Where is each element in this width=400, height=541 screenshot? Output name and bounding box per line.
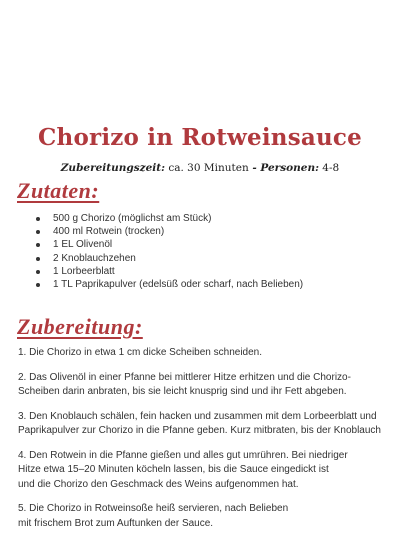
list-item (36, 252, 303, 265)
bullet-icon (36, 217, 40, 221)
persons-value: 4-8 (318, 162, 340, 174)
meta-separator: - (248, 162, 261, 174)
list-item (36, 225, 303, 238)
step-5 (18, 502, 400, 531)
step-line: 2. Das Olivenöl in einer Pfanne bei mittlerer Hitze erhitzen und die Chorizo- (18, 371, 351, 383)
step-line: 4. Den Rotwein in die Pfanne gießen und alles gut umrühren. Bei niedriger (18, 449, 348, 461)
step-line: Scheiben darin anbraten, bis sie leicht knusprig sind und ihr Fett abgeben. (18, 386, 347, 397)
prep-time-value: ca. 30 Minuten (165, 162, 249, 174)
bullet-icon (36, 243, 40, 247)
recipe-meta (0, 162, 400, 174)
recipe-title: Chorizo in Rotweinsauce (38, 124, 362, 151)
ingredients-list (36, 212, 303, 291)
step-line: Hitze etwa 15–20 Minuten köcheln lassen, bis die Sauce eingedickt ist (18, 464, 329, 475)
step-line: 5. Die Chorizo in Rotweinsoße heiß servieren, nach Belieben (18, 503, 289, 514)
prep-time-label: Zubereitungszeit: (60, 162, 166, 174)
step-line: 1. Die Chorizo in etwa 1 cm dicke Scheiben schneiden. (18, 347, 263, 358)
ingredient-text: 2 Knoblauchzehen (53, 252, 136, 264)
list-item (36, 265, 303, 278)
ingredient-text: 1 TL Paprikapulver (edelsüß oder scharf, nach Belieben) (53, 278, 304, 290)
step-line: 3. Den Knoblauch schälen, fein hacken und zusammen mit dem Lorbeerblatt und (18, 410, 377, 422)
step-line: Paprikapulver zur Chorizo in die Pfanne geben. Kurz mitbraten, bis der Knoblauch (18, 425, 381, 436)
step-3 (18, 410, 400, 439)
preparation-steps (18, 346, 400, 541)
list-item (36, 212, 303, 225)
list-item (36, 278, 303, 291)
ingredient-text: 500 g Chorizo (möglichst am Stück) (53, 213, 212, 224)
step-line: mit frischem Brot zum Auftunken der Sauce. (18, 517, 214, 529)
step-4 (18, 449, 400, 493)
ingredient-text: 1 Lorbeerblatt (53, 265, 115, 277)
bullet-icon (36, 270, 40, 274)
persons-label: Personen: (260, 162, 319, 174)
step-line: und die Chorizo den Geschmack des Weins aufgenommen hat. (18, 478, 299, 490)
step-1 (18, 346, 400, 361)
ingredient-text: 1 EL Olivenöl (53, 239, 113, 251)
bullet-icon (36, 257, 40, 261)
preparation-heading: Zubereitung: (17, 314, 143, 339)
list-item (36, 238, 303, 251)
bullet-icon (36, 283, 40, 287)
bullet-icon (36, 230, 40, 234)
ingredient-text: 400 ml Rotwein (trocken) (53, 226, 165, 238)
step-2 (18, 371, 400, 400)
ingredients-heading: Zutaten: (17, 178, 100, 203)
